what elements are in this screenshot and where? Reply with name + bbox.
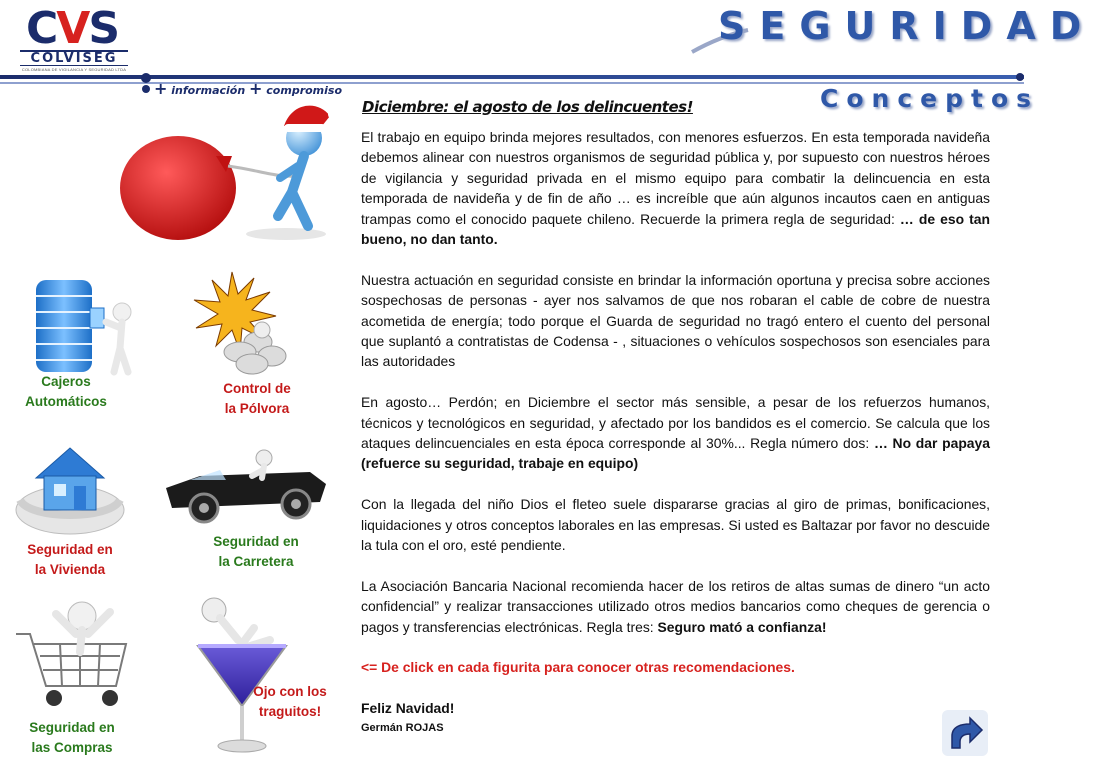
page-title: SEGURIDAD: [718, 4, 1095, 48]
caption-compras[interactable]: [14, 718, 130, 758]
caption-traguitos-line2: traguitos!: [258, 704, 322, 719]
caption-polvora-line1: Control de: [223, 381, 291, 396]
caption-polvora-line2: la Pólvora: [224, 401, 290, 416]
paragraph-4: Con la llegada del niño Dios el fleteo suele dispararse gracias al giro de primas, bonificaciones, liquidaciones y otros conceptos laborales en las empresas. Si usted es Baltazar por favor no descuide la tula con el oro, esté pendiente.: [361, 496, 990, 554]
author-signature: Germán ROJAS: [361, 721, 444, 734]
paragraph-3: En agosto… Perdón; en Diciembre el sector más sensible, a pesar de los refuerzos humanos, técnicos y tecnológicos en seguridad, y afectado por los bandidos es el comercio. Se calcula que los ataques delincuenciales en esta época corresponde al 30%... Regla número dos: … No dar papaya (refuerce su seguridad, trabaje en equipo): [361, 394, 990, 472]
paragraph-1: El trabajo en equipo brinda mejores resultados, con menores esfuerzos. En esta temporada navideña debemos alinear con nuestros organismos de seguridad pública y, por supuesto con nuestros héroes de vigilancia y seguridad privada en el mismo equipo para combatir la delincuencia en esta temporada de navideña y de fin de año … es increíble que aún algunos incautos caen en antiguas trampas como el conocido paquete chileno. Recuerde la primera regla de seguridad: … de eso tan bueno, no dan tanto.: [361, 129, 990, 248]
convertible-car-icon[interactable]: [160, 448, 330, 532]
next-arrow-icon[interactable]: [940, 708, 990, 758]
page-subtitle: Conceptos: [820, 84, 1039, 113]
caption-compras-line2: las Compras: [31, 740, 113, 755]
logo-mark: CVS: [25, 3, 119, 54]
call-to-action: <= De click en cada figurita para conocer otras recomendaciones.: [361, 659, 795, 676]
caption-vivienda[interactable]: [14, 540, 126, 580]
paragraph-5: La Asociación Bancaria Nacional recomienda hacer de los retiros de altas sumas de dinero “un acto confidencial” y realizar transacciones utilizado otros medios bancarios como cheques de gerencia o pagos y transferencias electrónicas. Regla tres: Seguro mató a confianza!: [361, 577, 990, 635]
atm-tower-figure-icon[interactable]: [30, 272, 138, 376]
paragraph-2: Nuestra actuación en seguridad consiste en brindar la información oportuna y precisa sobre acciones sospechosas de personas - ayer nos salvamos de que nos robaran el cable de cobre de nuestra acometida de energía; todo porque el Guarda de seguridad no tragó entero el cuento del personal que suplantó a contratistas de Codensa - , situaciones o vehículos sospechosos son esenciales para las autoridades: [361, 271, 990, 370]
caption-carretera-line1: Seguridad en: [213, 534, 299, 549]
caption-carretera-line2: la Carretera: [218, 554, 294, 569]
caption-vivienda-line1: Seguridad en: [27, 542, 113, 557]
caption-compras-line1: Seguridad en: [29, 720, 115, 735]
fireworks-figure-icon[interactable]: [186, 270, 296, 378]
caption-traguitos-line1: Ojo con los: [253, 684, 327, 699]
house-in-hands-icon[interactable]: [10, 440, 130, 540]
article-body: [361, 127, 990, 737]
caption-polvora[interactable]: [202, 379, 312, 419]
caption-cajeros[interactable]: Cajeros Automáticos: [25, 374, 107, 409]
caption-traguitos[interactable]: [236, 682, 344, 722]
rule-three: Seguro mató a confianza!: [657, 618, 827, 635]
article-headline: Diciembre: el agosto de los delincuentes!: [362, 98, 693, 116]
logo-name: COLVISEG: [20, 50, 128, 66]
tagline: + información + compromiso: [154, 79, 343, 98]
shopping-cart-figure-icon[interactable]: [10, 594, 132, 714]
santa-sack-figure-icon[interactable]: [108, 96, 358, 266]
cocktail-glass-figure-icon[interactable]: [194, 596, 290, 756]
caption-vivienda-line2: la Vivienda: [34, 562, 106, 577]
closing-greeting: Feliz Navidad!: [361, 700, 455, 717]
caption-carretera[interactable]: [200, 532, 312, 572]
rule-two: … No dar papaya (refuerce su seguridad, trabaje en equipo): [361, 435, 990, 472]
rule-one: … de eso tan bueno, no dan tanto.: [361, 210, 990, 248]
logo-subtitle: COLOMBIANA DE VIGILANCIA Y SEGURIDAD LTDA: [21, 67, 127, 72]
colviseg-logo: [8, 4, 136, 76]
